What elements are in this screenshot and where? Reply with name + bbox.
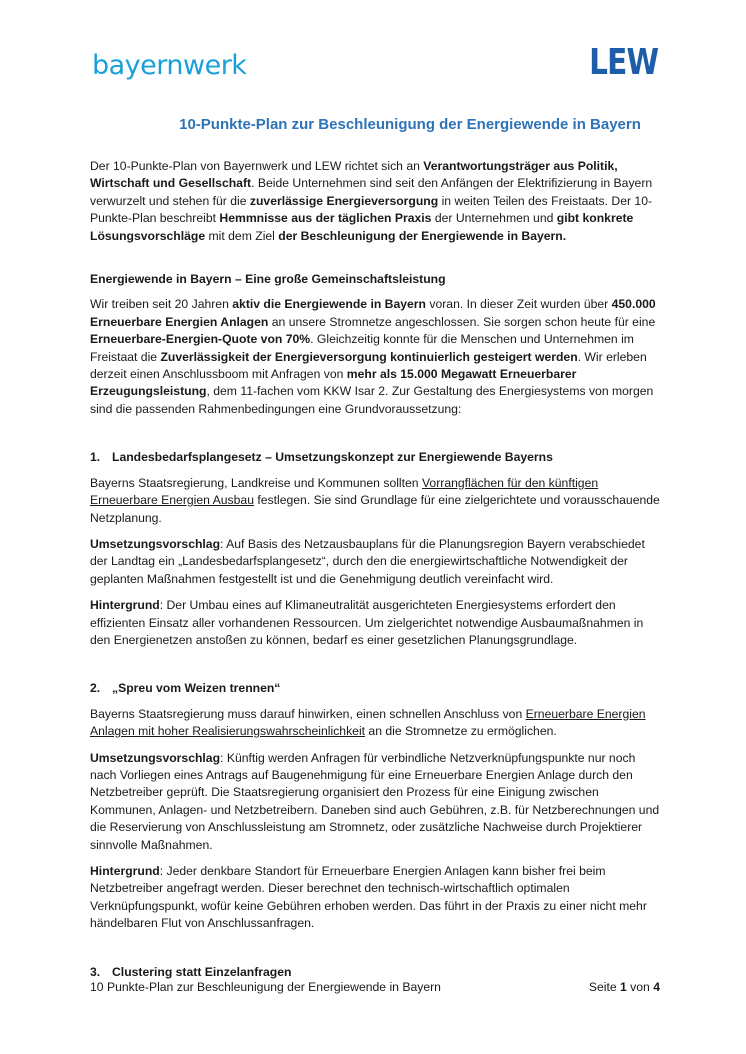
text-run: gibt konkrete Lösungsvorschläge <box>90 211 634 243</box>
page-label: Seite <box>588 980 620 994</box>
text-run: Vorrangflächen für den künftigen Erneuerbare Energien Ausbau <box>90 475 599 508</box>
section-1-heading <box>90 449 662 466</box>
section-number: 1. <box>90 450 101 465</box>
intro-paragraph <box>90 158 662 245</box>
text-run: zuverlässige Energieversorgung <box>249 193 439 208</box>
text-run: Umsetzungsvorschlag <box>90 536 221 551</box>
text-run: Zuverlässigkeit der Energieversorgung kontinuierlich gesteigert werden <box>160 349 578 364</box>
section-number: 2. <box>90 681 101 696</box>
text-run: . Beide Unternehmen sind seit den Anfängen der Elektrifizierung in Bayern verwurzelt und stehen für die <box>90 176 653 208</box>
lew-logo: LEW <box>588 42 658 83</box>
text-run: Hintergrund <box>90 864 160 878</box>
section-3-heading <box>90 964 662 981</box>
text-run: Erneuerbare Energien Anlagen mit hoher Realisierungswahrscheinlichkeit <box>90 706 646 739</box>
bayernwerk-logo: bayernwerk <box>92 50 247 81</box>
text-run: an unsere Stromnetze angeschlossen. Sie sorgen schon heute für eine <box>268 314 656 329</box>
page-of-label: von <box>626 980 654 994</box>
footer-title: 10 Punkte-Plan zur Beschleunigung der Energiewende in Bayern <box>90 980 441 994</box>
text-run: festlegen. Sie sind Grundlage für eine zielgerichtete und vorausschauende Netzplanung. <box>90 493 660 525</box>
text-run: in weiten Teilen des Freistaats. Der 10-Punkte-Plan beschreibt <box>90 193 653 226</box>
document-body <box>90 158 662 989</box>
text-run: mit dem Ziel <box>205 228 279 243</box>
text-run: Bayerns Staatsregierung muss darauf hinwirken, einen schnellen Anschluss von <box>90 706 526 721</box>
text-run: Verantwortungsträger aus Politik, Wirtschaft und Gesellschaft <box>90 159 618 191</box>
text-run: Der 10-Punkte-Plan von Bayernwerk und LEW richtet sich an <box>90 159 424 173</box>
page-footer <box>90 980 660 994</box>
section-title: Clustering statt Einzelanfragen <box>112 964 292 979</box>
page-total: 4 <box>653 980 660 994</box>
text-run: Bayerns Staatsregierung, Landkreise und Kommunen sollten <box>90 475 422 490</box>
page-number <box>589 980 660 994</box>
section-heading: Energiewende in Bayern – Eine große Gemeinschaftsleistung <box>90 272 446 287</box>
section-number: 3. <box>90 964 101 979</box>
text-run: : Auf Basis des Netzausbauplans für die Planungsregion Bayern verabschiedet der Landtag ein „Landesbedarfsplangesetz“, durch den die energiewirtschaftliche Notwendigkeit der geplanten Maßnahmen festgestellt ist und die Genehmigung deutlich vereinfacht wird. <box>90 536 645 586</box>
section-2-paragraph-3 <box>90 863 662 933</box>
text-run: Erneuerbare-Energien-Quote von 70% <box>90 332 311 347</box>
text-run: aktiv die Energiewende in Bayern <box>232 297 426 312</box>
text-run: Umsetzungsvorschlag <box>90 750 221 765</box>
section-2-paragraph-2 <box>90 750 662 854</box>
text-run: 450.000 Erneuerbare Energien Anlagen <box>90 297 656 329</box>
text-run: voran. In dieser Zeit wurden über <box>425 297 612 312</box>
text-run: Hemmnisse aus der täglichen Praxis <box>219 211 432 226</box>
text-run: : Künftig werden Anfragen für verbindliche Netzverknüpfungspunkte nur noch nach Vorliegen eines Antrags auf Baugenehmigung für eine Erneuerbare Energien Anlage durch den Netzbetreiber geprüft. Die Staatsregierung organisiert den Prozess für eine Einigung zwischen Kommunen, Anlagen- und Netzbetreibern. Daneben sind auch Gebühren, z.B. für Netzberechnungen und die Reservierung von Anschlussleistung am Stromnetz, oder zusätzliche Nachweise durch Projektierer sinnvolle Maßnahmen. <box>90 750 660 852</box>
text-run: Hintergrund <box>90 598 160 613</box>
section-1-paragraph-2 <box>90 536 662 588</box>
text-run: . Wir erleben derzeit einen Anschlussboom mit Anfragen von <box>90 349 647 382</box>
text-run: der Beschleunigung der Energiewende in Bayern. <box>278 228 567 243</box>
text-run: Wir treiben seit 20 Jahren <box>90 297 233 312</box>
section-title: Landesbedarfsplangesetz – Umsetzungskonzept zur Energiewende Bayerns <box>112 450 553 465</box>
text-run: an die Stromnetze zu ermöglichen. <box>365 724 557 739</box>
text-run: . Gleichzeitig konnte für die Menschen und Unternehmen im Freistaat die <box>90 332 634 364</box>
section-2-heading <box>90 680 662 697</box>
section-2-paragraph-1 <box>90 706 662 741</box>
document-title: 10-Punkte-Plan zur Beschleunigung der Energiewende in Bayern <box>179 116 641 133</box>
page-current: 1 <box>620 980 627 994</box>
section-1-paragraph-3 <box>90 597 662 649</box>
section-paragraph <box>90 296 662 418</box>
section-1-paragraph-1 <box>90 475 662 527</box>
text-run: : Der Umbau eines auf Klimaneutralität ausgerichteten Energiesystems erfordert den effizienten Einsatz aller vorhandenen Ressourcen. Um zielgerichtet notwendige Ausbaumaßnahmen in den Energienetzen anstoßen zu können, bedarf es einer gesetzlichen Planungsgrundlage. <box>90 598 644 647</box>
text-run: , dem 11-fachen vom KKW Isar 2. Zur Gestaltung des Energiesystems von morgen sind die passenden Rahmenbedingungen eine Grundvoraussetzung: <box>90 384 654 416</box>
text-run: : Jeder denkbare Standort für Erneuerbare Energien Anlagen kann bisher frei beim Netzbetreiber angefragt werden. Dieser berechnet den technisch-wirtschaftlich optimalen Verknüpfungspunkt, wofür keine Gebühren erhoben werden. Das führt in der Praxis zu einer nicht mehr händelbaren Flut von Anschlussanfragen. <box>90 864 647 931</box>
text-run: der Unternehmen und <box>431 211 557 226</box>
section-title: „Spreu vom Weizen trennen“ <box>112 681 281 696</box>
text-run: mehr als 15.000 Megawatt Erneuerbarer Erzeugungsleistung <box>90 367 577 399</box>
